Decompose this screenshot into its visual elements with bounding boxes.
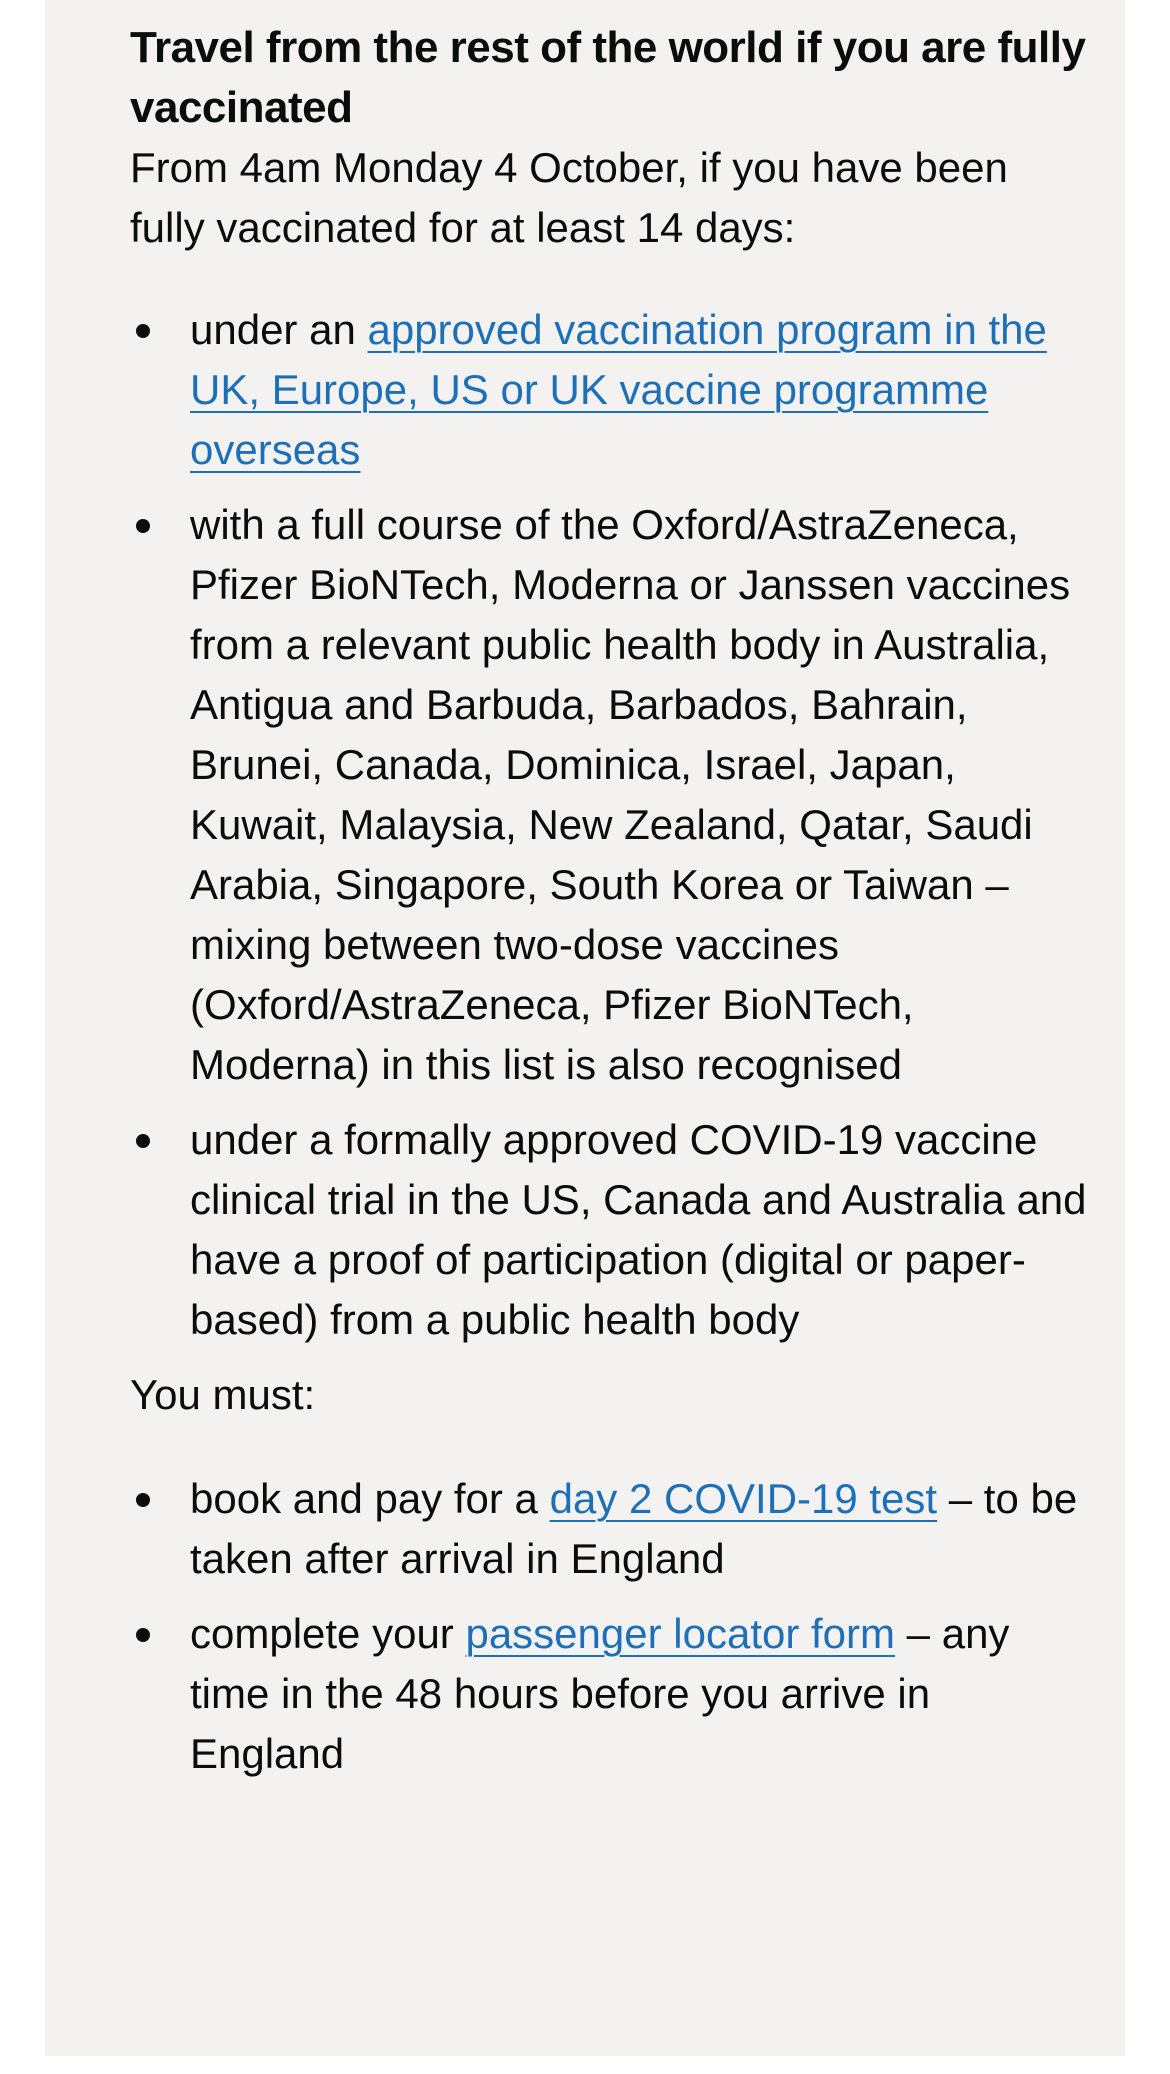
requirement-text-after-link: – any time in the 48 hours before you arrive in England: [190, 1610, 1010, 1777]
requirements-list: [130, 1469, 1090, 1784]
bullet-dot: [136, 1134, 150, 1148]
content-column: [130, 18, 1090, 1799]
list-item: [130, 300, 1090, 480]
vaccination-criteria-list: [130, 300, 1090, 1350]
bullet-dot: [136, 519, 150, 533]
list-item: [130, 1110, 1090, 1350]
requirement-text-after-link: – to be taken after arrival in England: [190, 1475, 1078, 1582]
intro-paragraph: From 4am Monday 4 October, if you have been fully vaccinated for at least 14 days:: [130, 144, 1008, 251]
you-must-label: You must:: [130, 1371, 316, 1418]
requirement-text-before-link: complete your: [190, 1610, 466, 1657]
section-heading: Travel from the rest of the world if you are fully vaccinated: [130, 23, 1086, 132]
requirement-text-before-link: book and pay for a: [190, 1475, 550, 1522]
approved-vaccination-program-link[interactable]: approved vaccination program in the UK, Europe, US or UK vaccine programme overseas: [190, 306, 1047, 473]
bullet-dot: [136, 324, 150, 338]
list-item: [130, 1604, 1090, 1784]
criteria-text-before-link: under an: [190, 306, 368, 353]
list-item: [130, 1469, 1090, 1589]
list-item: [130, 495, 1090, 1095]
criteria-text: under a formally approved COVID-19 vaccine clinical trial in the US, Canada and Australia and have a proof of participation (digital or paper-based) from a public health body: [190, 1116, 1087, 1343]
bullet-dot: [136, 1493, 150, 1507]
bullet-dot: [136, 1628, 150, 1642]
day-2-covid-test-link[interactable]: day 2 COVID-19 test: [549, 1475, 938, 1522]
content-panel: [45, 0, 1125, 2056]
passenger-locator-form-link[interactable]: passenger locator form: [465, 1610, 896, 1657]
criteria-text: with a full course of the Oxford/AstraZeneca, Pfizer BioNTech, Moderna or Janssen vaccines from a relevant public health body in Australia, Antigua and Barbuda, Barbados, Bahrain, Brunei, Canada, Dominica, Israel, Japan, Kuwait, Malaysia, New Zealand, Qatar, Saudi Arabia, Singapore, South Korea or Taiwan – mixing between two-dose vaccines (Oxford/AstraZeneca, Pfizer BioNTech, Moderna) in this list is also recognised: [190, 501, 1071, 1088]
